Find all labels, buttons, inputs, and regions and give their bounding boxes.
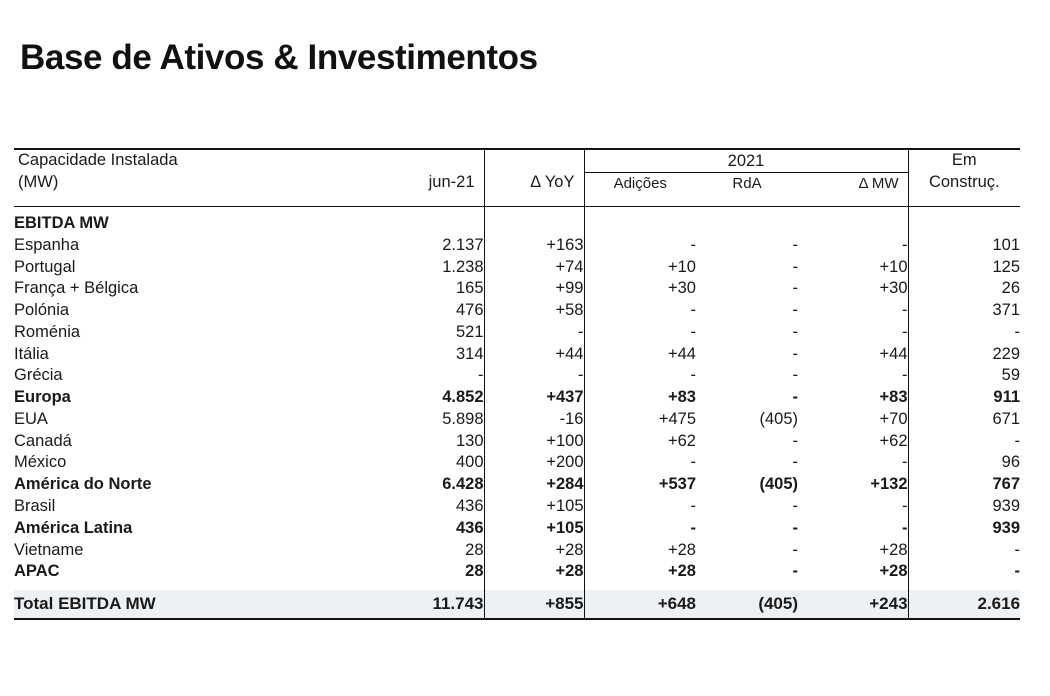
header-adicoes: Adições [584, 173, 696, 194]
row-jun: - [478, 366, 484, 385]
row-adicoes: +475 [584, 409, 696, 431]
row-label: Espanha [14, 235, 80, 254]
row-adicoes: +62 [584, 431, 696, 453]
row-label: Brasil [14, 496, 56, 515]
row-label: Roménia [14, 322, 81, 341]
row-adicoes: - [584, 365, 696, 387]
table-row [14, 518, 1020, 540]
row-rda: (405) [759, 475, 798, 494]
section-cell-rda [696, 207, 798, 235]
row-yoy: +284 [484, 474, 584, 496]
row-adicoes: - [584, 322, 696, 344]
row-yoy: -16 [484, 409, 584, 431]
row-constr: - [908, 431, 1020, 453]
row-rda: - [792, 279, 798, 298]
row-rda: - [792, 322, 798, 341]
row-rda: - [792, 235, 798, 254]
header-capacity-label [14, 149, 354, 194]
rule-cell-adicoes [584, 194, 696, 207]
row-adicoes: - [584, 496, 696, 518]
row-jun: 2.137 [442, 235, 484, 254]
table-row [14, 300, 1020, 322]
table-header [14, 149, 1020, 207]
header-capacity-line1: Capacidade Instalada [18, 151, 178, 169]
row-jun: 165 [455, 279, 484, 298]
row-rda: - [792, 518, 798, 537]
row-constr: 101 [908, 235, 1020, 257]
row-adicoes: +537 [584, 474, 696, 496]
total-jun: 11.743 [354, 590, 484, 619]
header-jun21: jun-21 [428, 172, 475, 191]
row-constr: - [908, 322, 1020, 344]
table-row [14, 365, 1020, 387]
row-dmw: +28 [879, 540, 908, 559]
row-jun: 314 [455, 344, 484, 363]
row-adicoes: +28 [584, 561, 696, 583]
row-jun: 4.852 [442, 388, 484, 407]
row-adicoes: +83 [584, 387, 696, 409]
header-construcao-line1: Em [951, 151, 977, 169]
row-dmw: +70 [879, 409, 908, 428]
capacity-table-container [14, 148, 1020, 620]
row-label: Itália [14, 344, 49, 363]
spacer-cell-adicoes [584, 583, 696, 590]
section-cell-constr [908, 207, 1020, 235]
row-dmw: - [902, 235, 908, 254]
row-label: Canadá [14, 431, 72, 450]
row-dmw: +44 [879, 344, 908, 363]
row-dmw: - [902, 366, 908, 385]
row-rda: (405) [759, 409, 798, 428]
pre-total-spacer [14, 583, 1020, 590]
table-body [14, 207, 1020, 620]
header-capacity-line2: (MW) [18, 172, 59, 191]
spacer-cell-rda [696, 583, 798, 590]
row-jun: 28 [465, 540, 484, 559]
section-cell-jun [354, 207, 484, 235]
header-delta-mw: Δ MW [858, 174, 899, 192]
spacer-cell-constr [908, 583, 1020, 590]
spacer-cell-label [14, 583, 354, 590]
table-row [14, 235, 1020, 257]
row-constr: 911 [908, 387, 1020, 409]
row-dmw: +30 [879, 279, 908, 298]
header-group-2021: 2021 [584, 149, 908, 173]
row-constr: - [908, 561, 1020, 583]
header-construcao-line2: Construç. [928, 172, 1000, 191]
row-dmw: +10 [879, 257, 908, 276]
table-row [14, 474, 1020, 496]
row-yoy: +28 [484, 540, 584, 562]
row-dmw: - [902, 301, 908, 320]
row-label: APAC [14, 562, 60, 581]
row-adicoes: +10 [584, 257, 696, 279]
table-row [14, 344, 1020, 366]
spacer-cell-yoy [484, 583, 584, 590]
row-adicoes: +30 [584, 278, 696, 300]
rule-cell-yoy [484, 194, 584, 207]
total-adicoes: +648 [584, 590, 696, 619]
table-row [14, 322, 1020, 344]
row-constr: - [908, 540, 1020, 562]
row-constr: 371 [908, 300, 1020, 322]
page-title: Base de Ativos & Investimentos [20, 38, 538, 77]
row-label: Polónia [14, 301, 70, 320]
row-constr: 26 [908, 278, 1020, 300]
section-cell-adicoes [584, 207, 696, 235]
total-row [14, 590, 1020, 619]
section-cell-dmw [798, 207, 908, 235]
row-dmw: - [902, 453, 908, 472]
row-adicoes: +28 [584, 540, 696, 562]
header-em-construcao [908, 149, 1020, 194]
rule-cell-jun [354, 194, 484, 207]
row-constr: 939 [908, 496, 1020, 518]
table-row [14, 496, 1020, 518]
row-rda: - [792, 301, 798, 320]
row-label: Grécia [14, 366, 63, 385]
row-jun: 6.428 [442, 475, 484, 494]
row-yoy: - [484, 365, 584, 387]
section-cell-yoy [484, 207, 584, 235]
row-label: América do Norte [14, 475, 152, 494]
row-rda: - [792, 562, 798, 581]
row-label: Europa [14, 388, 71, 407]
table-row [14, 540, 1020, 562]
row-jun: 28 [465, 562, 484, 581]
row-jun: 521 [455, 322, 484, 341]
row-constr: 125 [908, 257, 1020, 279]
row-dmw: +132 [870, 475, 908, 494]
row-jun: 400 [455, 453, 484, 472]
row-rda: - [792, 366, 798, 385]
row-constr: 767 [908, 474, 1020, 496]
row-yoy: +44 [484, 344, 584, 366]
row-jun: 436 [455, 496, 484, 515]
spacer-cell-dmw [798, 583, 908, 590]
rule-cell-constr [908, 194, 1020, 207]
row-constr: 229 [908, 344, 1020, 366]
section-row-ebitda-mw [14, 207, 1020, 235]
table-row [14, 257, 1020, 279]
row-label: Vietname [14, 540, 84, 559]
row-dmw: +83 [879, 388, 908, 407]
header-rule-row [14, 194, 1020, 207]
table-row [14, 431, 1020, 453]
row-yoy: +74 [484, 257, 584, 279]
row-yoy: +200 [484, 452, 584, 474]
total-label: Total EBITDA MW [14, 590, 354, 619]
row-dmw: - [902, 496, 908, 515]
table-row [14, 561, 1020, 583]
row-jun: 1.238 [442, 257, 484, 276]
row-rda: - [792, 257, 798, 276]
table-row [14, 452, 1020, 474]
rule-cell-rda [696, 194, 798, 207]
row-rda: - [792, 496, 798, 515]
total-dmw: +243 [798, 590, 908, 619]
row-rda: - [792, 453, 798, 472]
row-label: EUA [14, 409, 48, 428]
row-dmw: - [902, 322, 908, 341]
row-yoy: +28 [484, 561, 584, 583]
row-label: América Latina [14, 518, 133, 537]
row-yoy: +100 [484, 431, 584, 453]
total-constr: 2.616 [908, 590, 1020, 619]
row-dmw: +62 [879, 431, 908, 450]
row-constr: 671 [908, 409, 1020, 431]
capacity-table [14, 148, 1020, 620]
row-rda: - [792, 540, 798, 559]
header-yoy: Δ YoY [484, 149, 584, 194]
section-label: EBITDA MW [14, 214, 109, 233]
table-row [14, 387, 1020, 409]
header-rda: RdA [732, 174, 762, 192]
row-dmw: +28 [879, 562, 908, 581]
row-jun: 5.898 [442, 409, 484, 428]
table-row [14, 278, 1020, 300]
row-adicoes: +44 [584, 344, 696, 366]
row-dmw: - [902, 518, 908, 537]
row-jun: 436 [455, 518, 484, 537]
row-yoy: +437 [484, 387, 584, 409]
table-row [14, 409, 1020, 431]
row-rda: - [792, 388, 798, 407]
row-adicoes: - [584, 518, 696, 540]
row-label: França + Bélgica [14, 279, 139, 298]
header-row-top [14, 149, 1020, 173]
row-yoy: +99 [484, 278, 584, 300]
row-label: México [14, 453, 67, 472]
row-label: Portugal [14, 257, 76, 276]
rule-cell-label [14, 194, 354, 207]
row-constr: 939 [908, 518, 1020, 540]
row-adicoes: - [584, 452, 696, 474]
total-rda: (405) [696, 590, 798, 619]
row-jun: 476 [455, 301, 484, 320]
row-yoy: - [484, 322, 584, 344]
row-yoy: +105 [484, 496, 584, 518]
row-yoy: +105 [484, 518, 584, 540]
row-yoy: +163 [484, 235, 584, 257]
row-rda: - [792, 431, 798, 450]
row-constr: 96 [908, 452, 1020, 474]
total-yoy: +855 [484, 590, 584, 619]
row-constr: 59 [908, 365, 1020, 387]
row-adicoes: - [584, 235, 696, 257]
rule-cell-dmw [798, 194, 908, 207]
row-yoy: +58 [484, 300, 584, 322]
row-rda: - [792, 344, 798, 363]
row-jun: 130 [455, 431, 484, 450]
row-adicoes: - [584, 300, 696, 322]
spacer-cell-jun [354, 583, 484, 590]
